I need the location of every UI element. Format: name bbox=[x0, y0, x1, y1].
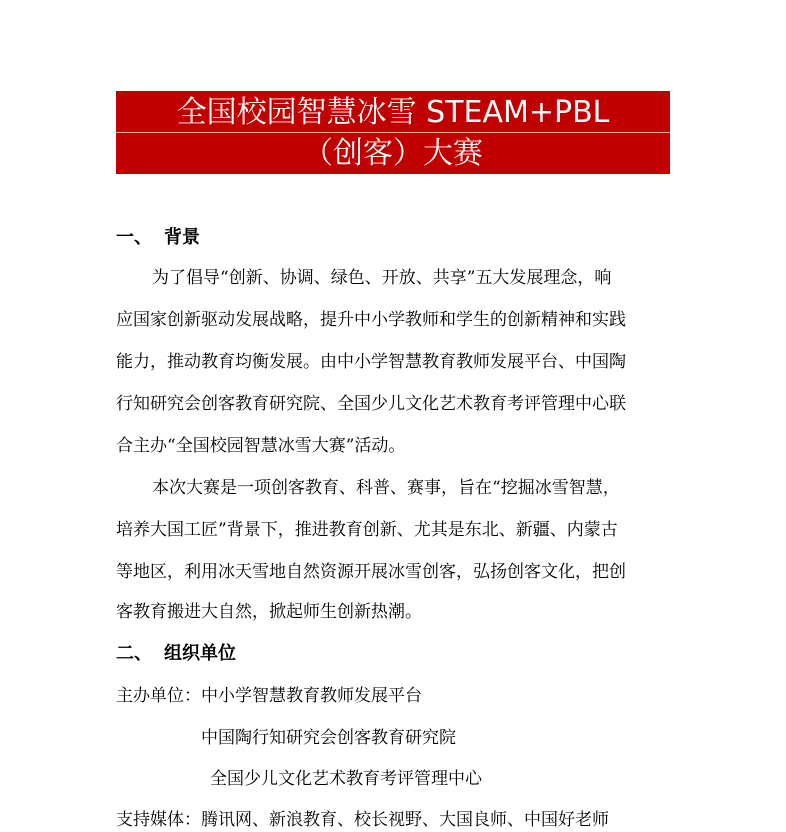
title-divider bbox=[116, 132, 670, 133]
title-line-1: 全国校园智慧冰雪 STEAM+PBL bbox=[176, 95, 610, 130]
paragraph-line: 合主办“全国校园智慧冰雪大赛”活动。 bbox=[116, 436, 406, 456]
paragraph-line: 应国家创新驱动发展战略，提升中小学教师和学生的创新精神和实践 bbox=[116, 310, 626, 330]
section-number: 一、 bbox=[116, 227, 152, 248]
paragraph-line: 本次大赛是一项创客教育、科普、赛事，旨在“挖掘冰雪智慧， bbox=[152, 478, 620, 498]
paragraph-line: 客教育搬进大自然，掀起师生创新热潮。 bbox=[116, 602, 422, 622]
paragraph-line: 培养大国工匠”背景下，推进教育创新、尤其是东北、新疆、内蒙古 bbox=[116, 520, 618, 540]
paragraph-line: 为了倡导“创新、协调、绿色、开放、共享”五大发展理念，响 bbox=[152, 268, 612, 288]
section-heading-organizers bbox=[116, 642, 236, 666]
section-number: 二、 bbox=[116, 643, 152, 664]
media-line: 支持媒体：腾讯网、新浪教育、校长视野、大国良师、中国好老师 bbox=[116, 810, 609, 830]
title-line-2: （创客）大赛 bbox=[303, 136, 483, 171]
host-line: 主办单位：中小学智慧教育教师发展平台 bbox=[116, 686, 422, 706]
paragraph-line: 能力，推动教育均衡发展。由中小学智慧教育教师发展平台、中国陶 bbox=[116, 352, 626, 372]
title-banner bbox=[116, 91, 670, 174]
section-title: 组织单位 bbox=[164, 643, 236, 664]
paragraph-line: 等地区，利用冰天雪地自然资源开展冰雪创客，弘扬创客文化，把创 bbox=[116, 562, 626, 582]
host-extra-line: 全国少儿文化艺术教育考评管理中心 bbox=[210, 769, 482, 789]
host-extra-line: 中国陶行知研究会创客教育研究院 bbox=[201, 728, 456, 748]
section-title: 背景 bbox=[164, 227, 200, 248]
paragraph-line: 行知研究会创客教育研究院、全国少儿文化艺术教育考评管理中心联 bbox=[116, 394, 626, 414]
section-heading-background bbox=[116, 226, 200, 250]
